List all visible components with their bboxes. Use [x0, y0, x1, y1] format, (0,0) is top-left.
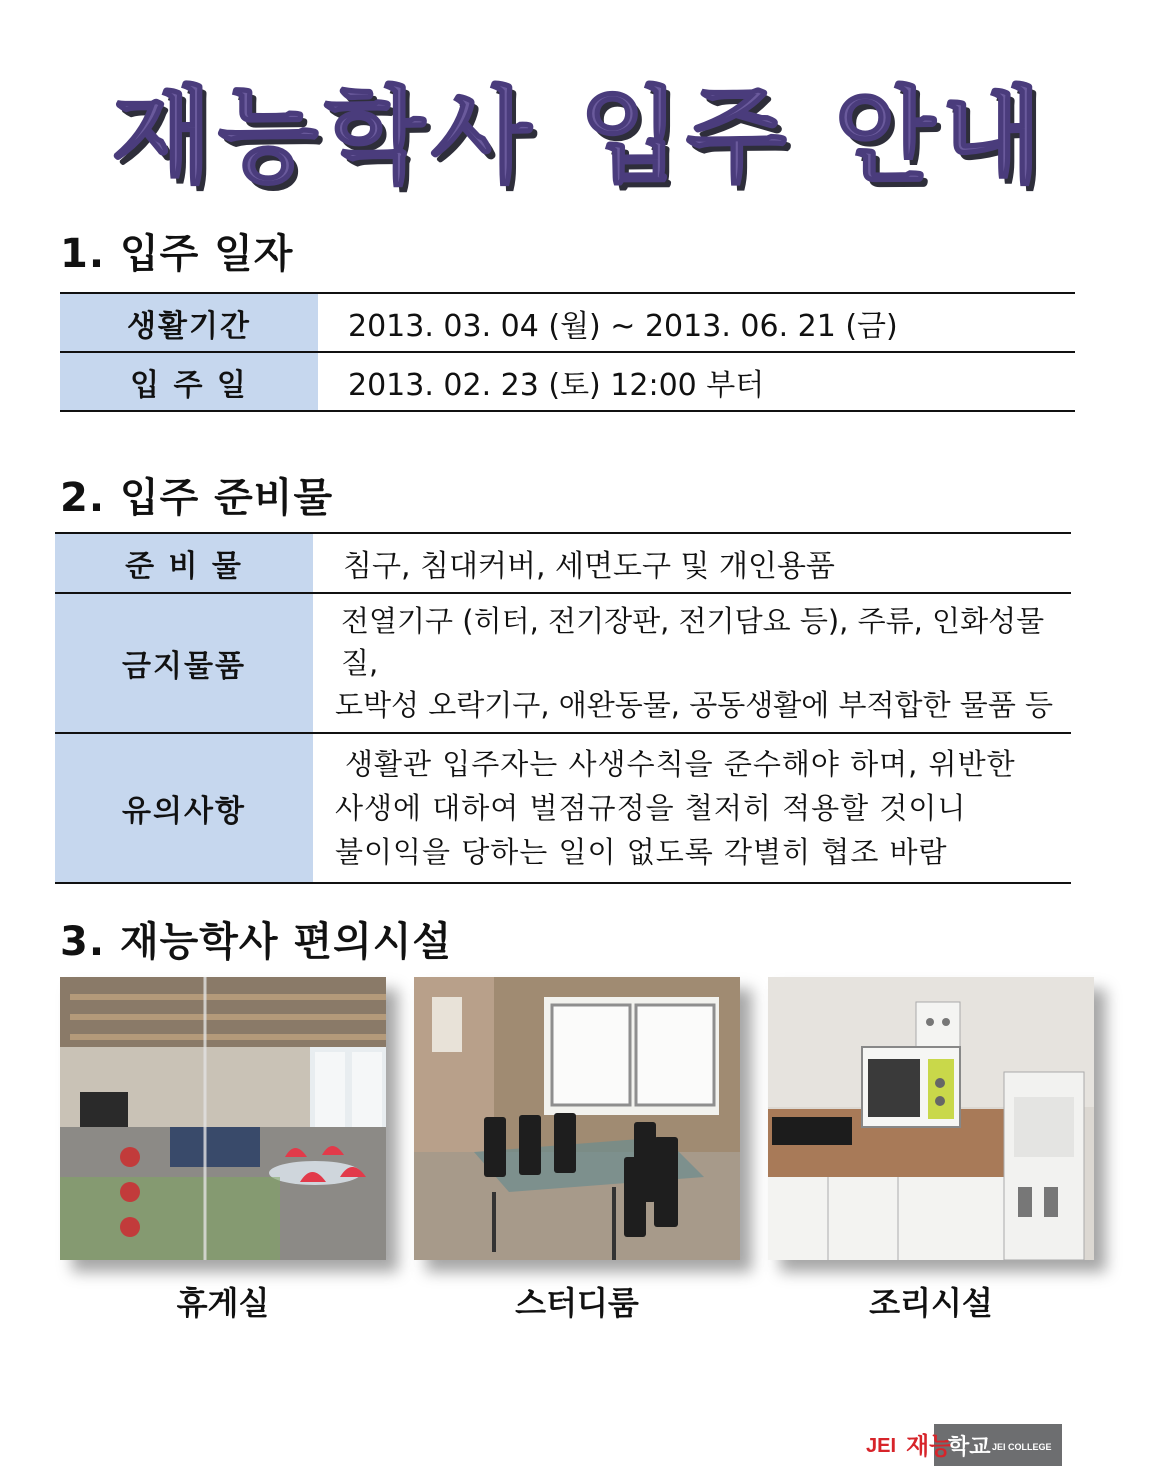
study-room-image [414, 977, 740, 1260]
lounge-image [60, 977, 386, 1260]
lounge-photo [60, 977, 386, 1260]
lounge-caption: 휴게실 [176, 1284, 270, 1322]
row-line: 침구, 침대커버, 세면도구 및 개인용품 [343, 549, 835, 584]
table-row [55, 593, 1071, 733]
row-line: 생활관 입주자는 사생수칙을 준수해야 하며, 위반한 [345, 747, 1016, 781]
supplies-table [55, 532, 1071, 884]
row-line: 도박성 오락기구, 애완동물, 공동생활에 부적합한 물품 등 [335, 688, 1054, 722]
section-3-heading: 3. 재능학사 편의시설 [60, 919, 452, 965]
kitchen-photo [768, 977, 1094, 1260]
college-logo [866, 1418, 1062, 1468]
row-value: 2013. 03. 04 (월) ~ 2013. 06. 21 (금) [348, 308, 898, 344]
table-row [60, 293, 1075, 352]
table-row [55, 733, 1071, 883]
row-label: 유의사항 [55, 733, 313, 883]
svg-text:학교: 학교 [948, 1435, 991, 1460]
logo-english-text: JEI COLLEGE [992, 1442, 1052, 1452]
kitchen-image [768, 977, 1094, 1260]
study-room-caption: 스터디룸 [515, 1284, 639, 1322]
section-1-heading: 1. 입주 일자 [60, 231, 294, 277]
row-label: 입 주 일 [60, 352, 318, 411]
page-title: 재능학사 입주 안내 [111, 75, 1048, 197]
move-in-date-table [60, 292, 1075, 412]
kitchen-caption: 조리시설 [869, 1284, 993, 1322]
study-room-photo [414, 977, 740, 1260]
row-line: 사생에 대하여 벌점규정을 철저히 적용할 것이니 [335, 791, 967, 825]
row-value [313, 733, 1071, 883]
logo-korean-text: 재능 [906, 1432, 953, 1460]
table-row [55, 533, 1071, 593]
row-value: 2013. 02. 23 (토) 12:00 부터 [348, 367, 765, 403]
row-label: 준 비 물 [55, 533, 313, 593]
row-value [313, 593, 1071, 733]
row-label: 금지물품 [55, 593, 313, 733]
logo-jei-text: JEI [866, 1435, 897, 1457]
row-line: 전열기구 (히터, 전기장판, 전기담요 등), 주류, 인화성물질, [341, 604, 1045, 680]
row-line: 불이익을 당하는 일이 없도록 각별히 협조 바람 [335, 835, 948, 869]
college-logo-mark [866, 1418, 1062, 1468]
row-value [313, 533, 1071, 593]
table-row [60, 352, 1075, 411]
row-label: 생활기간 [60, 293, 318, 352]
section-2-heading: 2. 입주 준비물 [60, 475, 334, 521]
